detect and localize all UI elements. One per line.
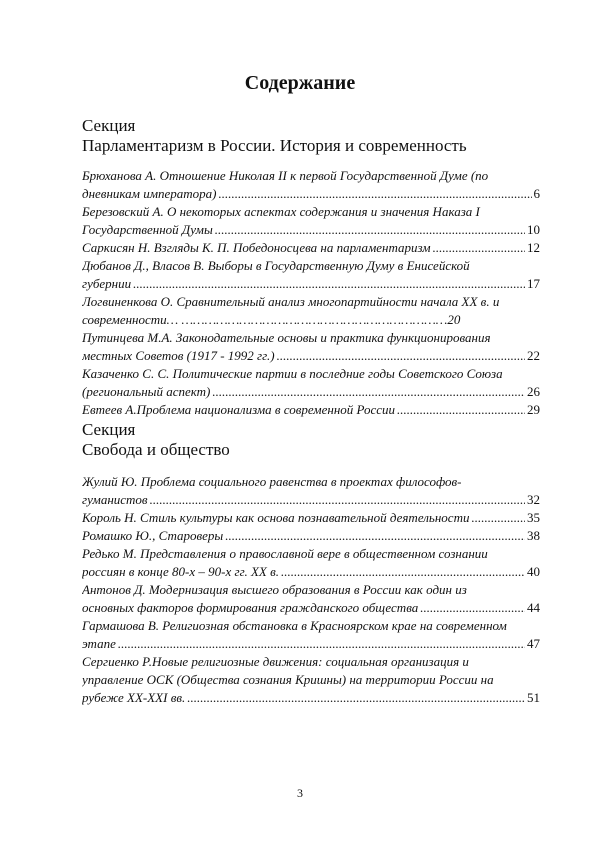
entry-page: 12 [527, 240, 540, 255]
section-1-name: Парламентаризм в России. История и современность [82, 136, 467, 155]
entry-page: 35 [527, 510, 540, 525]
entry-page: 44 [527, 600, 540, 615]
section-2-entries [82, 473, 540, 707]
toc-entry[interactable]: Ромашко Ю., Староверы ..... 38 [82, 527, 540, 545]
entry-page: 26 [527, 384, 540, 399]
toc-entry[interactable]: Жулий Ю. Проблема социального равенства в проектах философов- гуманистов ..... 32 [82, 473, 540, 509]
toc-entry[interactable]: Логвиненкова О. Сравнительный анализ многопартийности начала XX в. и современности… ……………………………………………………………20 [82, 294, 500, 327]
toc-entry[interactable]: Брюханова А. Отношение Николая II к первой Государственной Думе (по дневникам императора) ..... 6 [82, 167, 540, 203]
toc-entry[interactable]: Антонов Д. Модернизация высшего образования в России как один из основных факторов формирования гражданского общества ..... 44 [82, 581, 540, 617]
entry-page: 32 [527, 492, 540, 507]
entry-page: 38 [527, 528, 540, 543]
section-1-label: Секция [82, 116, 136, 135]
toc-entry[interactable]: Березовский А. О некоторых аспектах содержания и значения Наказа I Государственной Думы ..... 10 [82, 203, 540, 239]
toc-entry[interactable]: Король Н. Стиль культуры как основа познавательной деятельности ..... 35 [82, 509, 540, 527]
entry-page: 17 [527, 276, 540, 291]
entry-page: 22 [527, 348, 540, 363]
entry-page: 29 [527, 402, 540, 417]
entry-page: 10 [527, 222, 540, 237]
toc-entry[interactable]: Редько М. Представления о православной вере в общественном сознании россиян в конце 80-х – 90-х гг. XX в. ..... 40 [82, 545, 540, 581]
section-2-label: Секция [82, 420, 136, 439]
page-number: 3 [297, 786, 303, 800]
entry-page: 6 [533, 186, 540, 201]
section-1-entries [82, 167, 540, 419]
toc-entry[interactable]: Евтеев А.Проблема национализма в современной России ..... 29 [82, 401, 540, 419]
toc-entry[interactable]: Саркисян Н. Взгляды К. П. Победоносцева на парламентаризм ..... 12 [82, 239, 540, 257]
section-2-name: Свобода и общество [82, 440, 230, 459]
toc-entry[interactable]: Казаченко С. С. Политические партии в последние годы Советского Союза (региональный аспект) ..... 26 [82, 365, 540, 401]
toc-entry[interactable]: Дюбанов Д., Власов В. Выборы в Государственную Думу в Енисейской губернии ..... 17 [82, 257, 540, 293]
toc-entry[interactable]: Путинцева М.А. Законодательные основы и практика функционирования местных Советов (1917 - 1992 гг.) ..... 22 [82, 329, 540, 365]
toc-entry[interactable]: Сергиенко Р.Новые религиозные движения: социальная организация и управление ОСК (Общества сознания Кришны) на территории России на рубеже XX-XXI вв. ..... 51 [82, 653, 540, 707]
entry-page: 47 [527, 636, 540, 651]
entry-page: 51 [527, 690, 540, 705]
entry-page: 40 [527, 564, 540, 579]
page-title: Содержание [244, 72, 356, 94]
toc-entry[interactable]: Гармашова В. Религиозная обстановка в Красноярском крае на современном этапе ..... 47 [82, 617, 540, 653]
